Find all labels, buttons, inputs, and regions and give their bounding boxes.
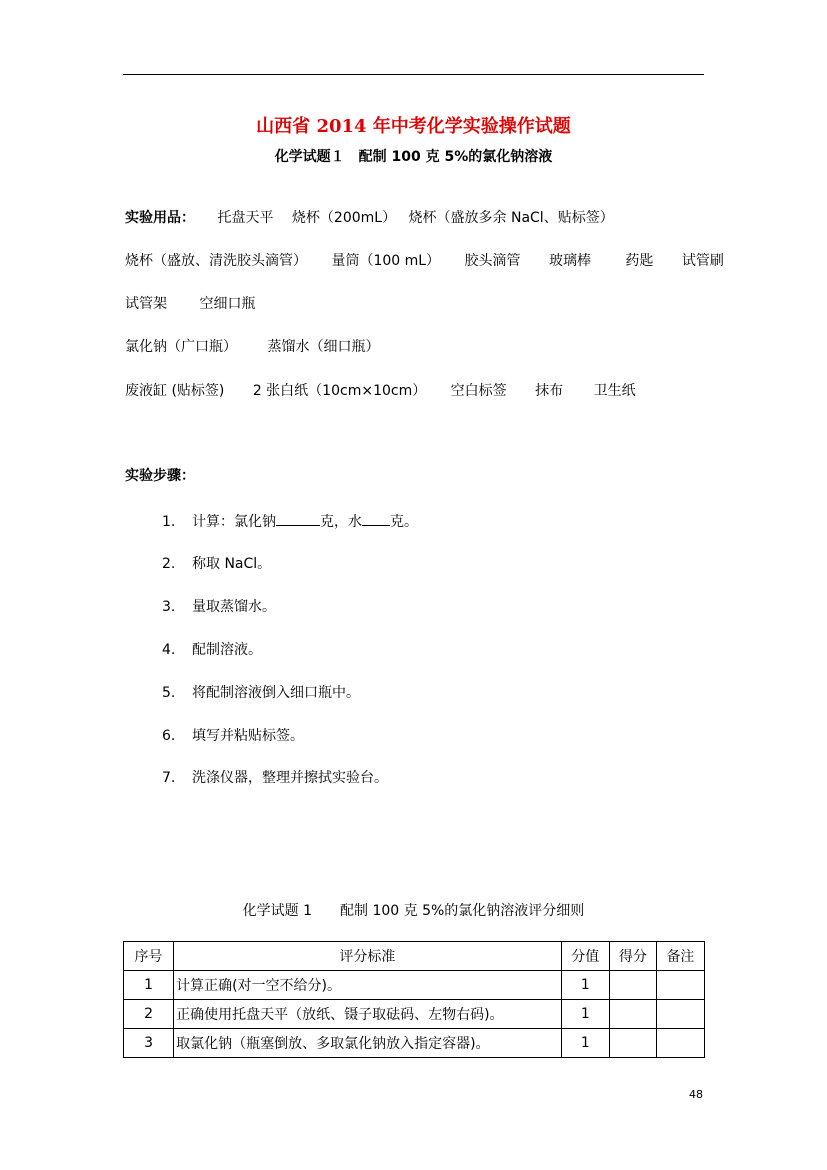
step-text: 计算：氯化钠 (192, 514, 276, 530)
page-number: 48 (689, 1088, 703, 1101)
table-header-row (124, 942, 705, 971)
step-item (162, 596, 276, 616)
step-text: 克。 (390, 514, 418, 530)
material-item: 胶头滴管 (464, 253, 521, 269)
header-rule (123, 74, 704, 75)
step-text: 配制溶液。 (192, 642, 262, 658)
scoring-table-title: 化学试题 1 配制 100 克 5%的氯化钠溶液评分细则 (242, 903, 585, 919)
step-text: 将配制溶液倒入细口瓶中。 (192, 685, 360, 701)
document-title: 山西省 2014 年中考化学实验操作试题 (256, 116, 571, 137)
step-number: 7. (162, 770, 176, 786)
material-item: 玻璃棒 (548, 253, 591, 269)
material-item: 烧杯（盛放、清洗胶头滴管） (125, 253, 307, 269)
materials-line-3 (125, 293, 255, 313)
column-header: 评分标准 (174, 942, 562, 971)
step-item (162, 725, 304, 745)
table-row (124, 971, 705, 1000)
step-item (162, 510, 418, 531)
material-item: 卫生纸 (593, 383, 636, 399)
material-item: 废液缸 (贴标签) (125, 383, 225, 399)
material-item: 试管刷 (681, 253, 724, 269)
material-item: 烧杯（盛放多余 NaCl、贴标签） (408, 210, 614, 226)
step-item (162, 553, 271, 573)
material-item: 蒸馏水（细口瓶） (267, 339, 380, 355)
materials-line-2 (125, 250, 724, 270)
answer-blank-nacl[interactable] (276, 510, 320, 526)
step-number: 3. (162, 599, 176, 615)
material-item: 抹布 (535, 383, 564, 399)
row-remark-cell[interactable] (656, 1029, 704, 1058)
step-text: 洗涤仪器，整理并擦拭实验台。 (192, 770, 388, 786)
row-number: 3 (124, 1029, 174, 1058)
material-item: 试管架 (125, 296, 167, 312)
step-text: 量取蒸馏水。 (192, 599, 276, 615)
row-score-value: 1 (561, 971, 609, 1000)
column-header: 备注 (656, 942, 704, 971)
row-criterion: 取氯化钠（瓶塞倒放、多取氯化钠放入指定容器)。 (174, 1029, 562, 1058)
step-number: 4. (162, 642, 176, 658)
materials-line-5 (125, 380, 636, 400)
row-number: 1 (124, 971, 174, 1000)
table-row (124, 1029, 705, 1058)
row-criterion: 计算正确(对一空不给分)。 (174, 971, 562, 1000)
step-text: 填写并粘贴标签。 (192, 728, 304, 744)
row-earned-score-cell[interactable] (609, 1029, 656, 1058)
column-header: 分值 (561, 942, 609, 971)
material-item: 2 张白纸（10cm×10cm） (252, 383, 427, 399)
material-item: 空细口瓶 (199, 296, 256, 312)
row-number: 2 (124, 1000, 174, 1029)
column-header: 序号 (124, 942, 174, 971)
steps-label: 实验步骤： (125, 468, 195, 484)
row-score-value: 1 (561, 1029, 609, 1058)
step-number: 2. (162, 556, 176, 572)
materials-line-1 (125, 207, 614, 227)
answer-blank-water[interactable] (362, 510, 390, 526)
step-text: 克，水 (320, 514, 362, 530)
material-item: 空白标签 (450, 383, 507, 399)
step-number: 1. (162, 514, 176, 530)
material-item: 量筒（100 mL） (331, 253, 441, 269)
row-remark-cell[interactable] (656, 1000, 704, 1029)
materials-label: 实验用品： (125, 210, 195, 226)
step-item (162, 639, 262, 659)
materials-line-4 (125, 336, 379, 356)
step-text: 称取 NaCl。 (192, 556, 272, 572)
row-score-value: 1 (561, 1000, 609, 1029)
step-item (162, 682, 360, 702)
material-item: 氯化钠（广口瓶） (125, 339, 237, 355)
column-header: 得分 (609, 942, 656, 971)
step-number: 6. (162, 728, 176, 744)
document-subtitle: 化学试题１ 配制 100 克 5%的氯化钠溶液 (274, 149, 553, 165)
step-number: 5. (162, 685, 176, 701)
material-item: 托盘天平 (217, 210, 274, 226)
row-earned-score-cell[interactable] (609, 1000, 656, 1029)
row-criterion: 正确使用托盘天平（放纸、镊子取砝码、左物右码)。 (174, 1000, 562, 1029)
material-item: 药匙 (625, 253, 654, 269)
scoring-table (123, 941, 705, 1058)
step-item (162, 767, 388, 787)
material-item: 烧杯（200mL） (291, 210, 397, 226)
row-remark-cell[interactable] (656, 971, 704, 1000)
table-row (124, 1000, 705, 1029)
row-earned-score-cell[interactable] (609, 971, 656, 1000)
